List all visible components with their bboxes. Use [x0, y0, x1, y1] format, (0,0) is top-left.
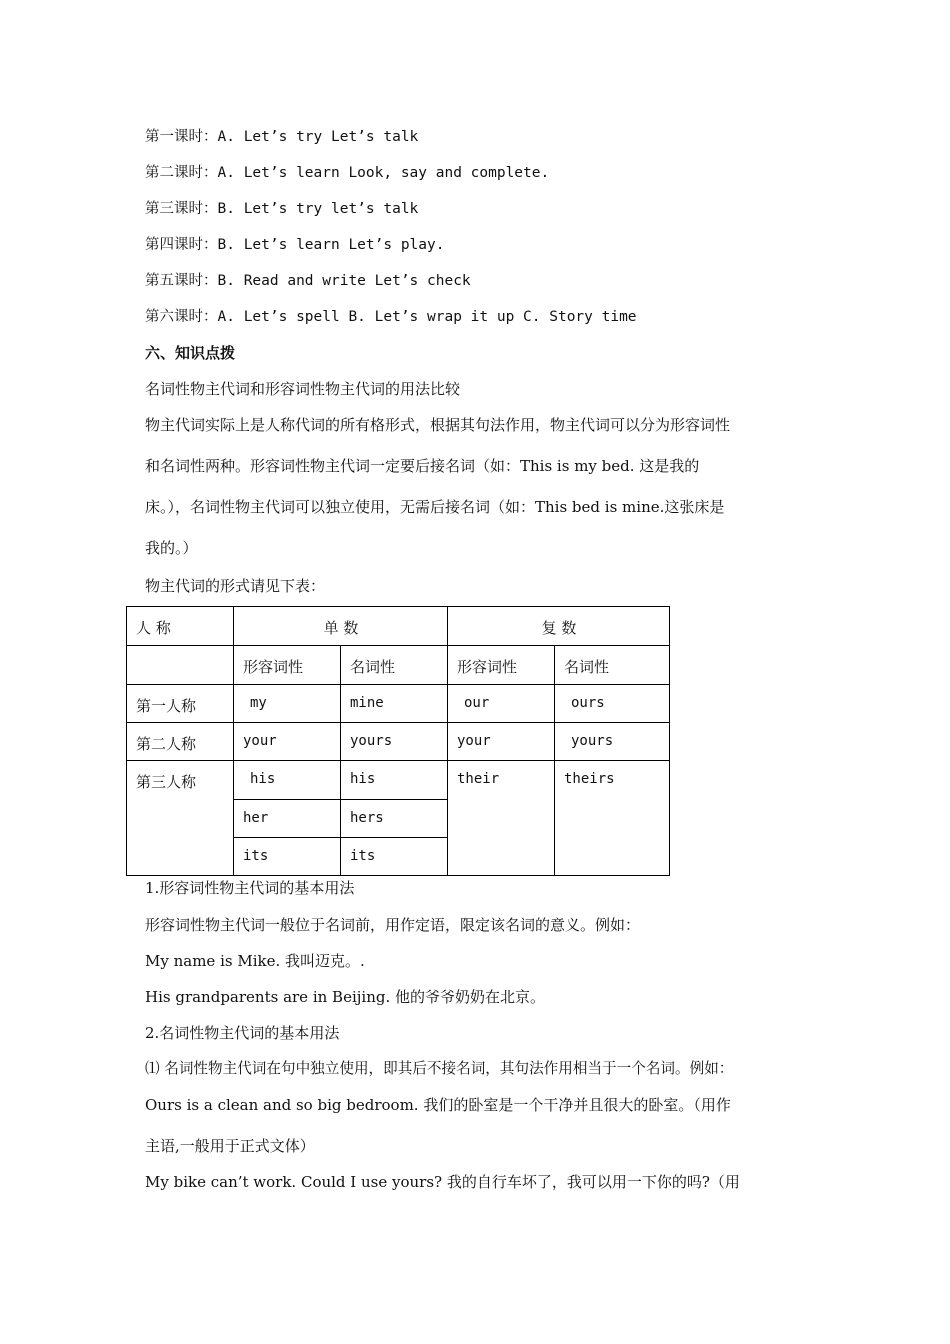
header-person: 人 称 [127, 607, 234, 646]
cell-singular-adjective: my [234, 685, 341, 723]
cell-singular-noun-its: its [341, 838, 448, 876]
cell-plural-noun: ours [555, 685, 670, 723]
row-label: 第三人称 [127, 761, 234, 876]
intro-paragraph-line-2: 和名词性两种。形容词性物主代词一定要后接名词（如：This is my bed. 这是我的 [145, 457, 700, 475]
intro-paragraph-line-1: 物主代词实际上是人称代词的所有格形式，根据其句法作用，物主代词可以分为形容词性 [145, 416, 731, 434]
cell-plural-noun: theirs [555, 761, 670, 876]
table-row-second-person [127, 723, 670, 761]
cell-singular-noun-his: his [341, 761, 448, 800]
intro-paragraph-line-3: 床。），名词性物主代词可以独立使用，无需后接名词（如：This bed is mine.这张床是 [145, 498, 725, 516]
cell-singular-adjective-her: her [234, 800, 341, 838]
cell-singular-noun-hers: hers [341, 800, 448, 838]
lesson-line-2: 第二课时：A. Let’s learn Look, say and complete. [145, 165, 550, 181]
cell-singular-adjective-its: its [234, 838, 341, 876]
subheader-singular-adjective: 形容词性 [234, 646, 341, 685]
usage1-heading: 1.形容词性物主代词的基本用法 [145, 879, 355, 897]
table-header-row [127, 607, 670, 646]
cell-plural-adjective: their [448, 761, 555, 876]
lesson-line-6: 第六课时：A. Let’s spell B. Let’s wrap it up C. Story time [145, 309, 637, 325]
usage2-example-1b: 主语,一般用于正式文体） [145, 1137, 315, 1155]
header-plural: 复 数 [448, 607, 670, 646]
pronoun-table [126, 606, 670, 876]
usage2-example-2: My bike can’t work. Could I use yours? 我的自行车坏了，我可以用一下你的吗?（用 [145, 1173, 740, 1191]
cell-singular-noun: yours [341, 723, 448, 761]
usage2-heading: 2.名词性物主代词的基本用法 [145, 1024, 340, 1042]
table-intro: 物主代词的形式请见下表： [145, 577, 326, 595]
cell-plural-adjective: our [448, 685, 555, 723]
intro-paragraph-line-4: 我的。） [145, 539, 198, 557]
usage1-example-2: His grandparents are in Beijing. 他的爷爷奶奶在北京。 [145, 988, 545, 1006]
cell-plural-noun: yours [555, 723, 670, 761]
table-row-third-person [127, 761, 670, 800]
lesson-line-5: 第五课时：B. Read and write Let’s check [145, 273, 471, 289]
usage2-example-1a: Ours is a clean and so big bedroom. 我们的卧室是一个干净并且很大的卧室。（用作 [145, 1096, 731, 1114]
subheader-singular-noun: 名词性 [341, 646, 448, 685]
section-subtitle: 名词性物主代词和形容词性物主代词的用法比较 [145, 380, 461, 398]
table-subheader-row [127, 646, 670, 685]
header-singular: 单 数 [234, 607, 448, 646]
lesson-line-1: 第一课时：A. Let’s try Let’s talk [145, 129, 419, 145]
cell-singular-noun: mine [341, 685, 448, 723]
row-label: 第二人称 [127, 723, 234, 761]
lesson-line-4: 第四课时：B. Let’s learn Let’s play. [145, 237, 445, 253]
subheader-empty [127, 646, 234, 685]
table-row-first-person [127, 685, 670, 723]
usage2-description: ⑴ 名词性物主代词在句中独立使用，即其后不接名词，其句法作用相当于一个名词。例如： [145, 1060, 734, 1077]
usage1-description: 形容词性物主代词一般位于名词前，用作定语，限定该名词的意义。例如： [145, 916, 641, 934]
cell-singular-adjective: your [234, 723, 341, 761]
section-heading: 六、知识点拨 [145, 344, 236, 362]
cell-plural-adjective: your [448, 723, 555, 761]
subheader-plural-noun: 名词性 [555, 646, 670, 685]
lesson-line-3: 第三课时：B. Let’s try let’s talk [145, 201, 419, 217]
subheader-plural-adjective: 形容词性 [448, 646, 555, 685]
row-label: 第一人称 [127, 685, 234, 723]
cell-singular-adjective-his: his [234, 761, 341, 800]
usage1-example-1: My name is Mike. 我叫迈克。. [145, 952, 365, 970]
